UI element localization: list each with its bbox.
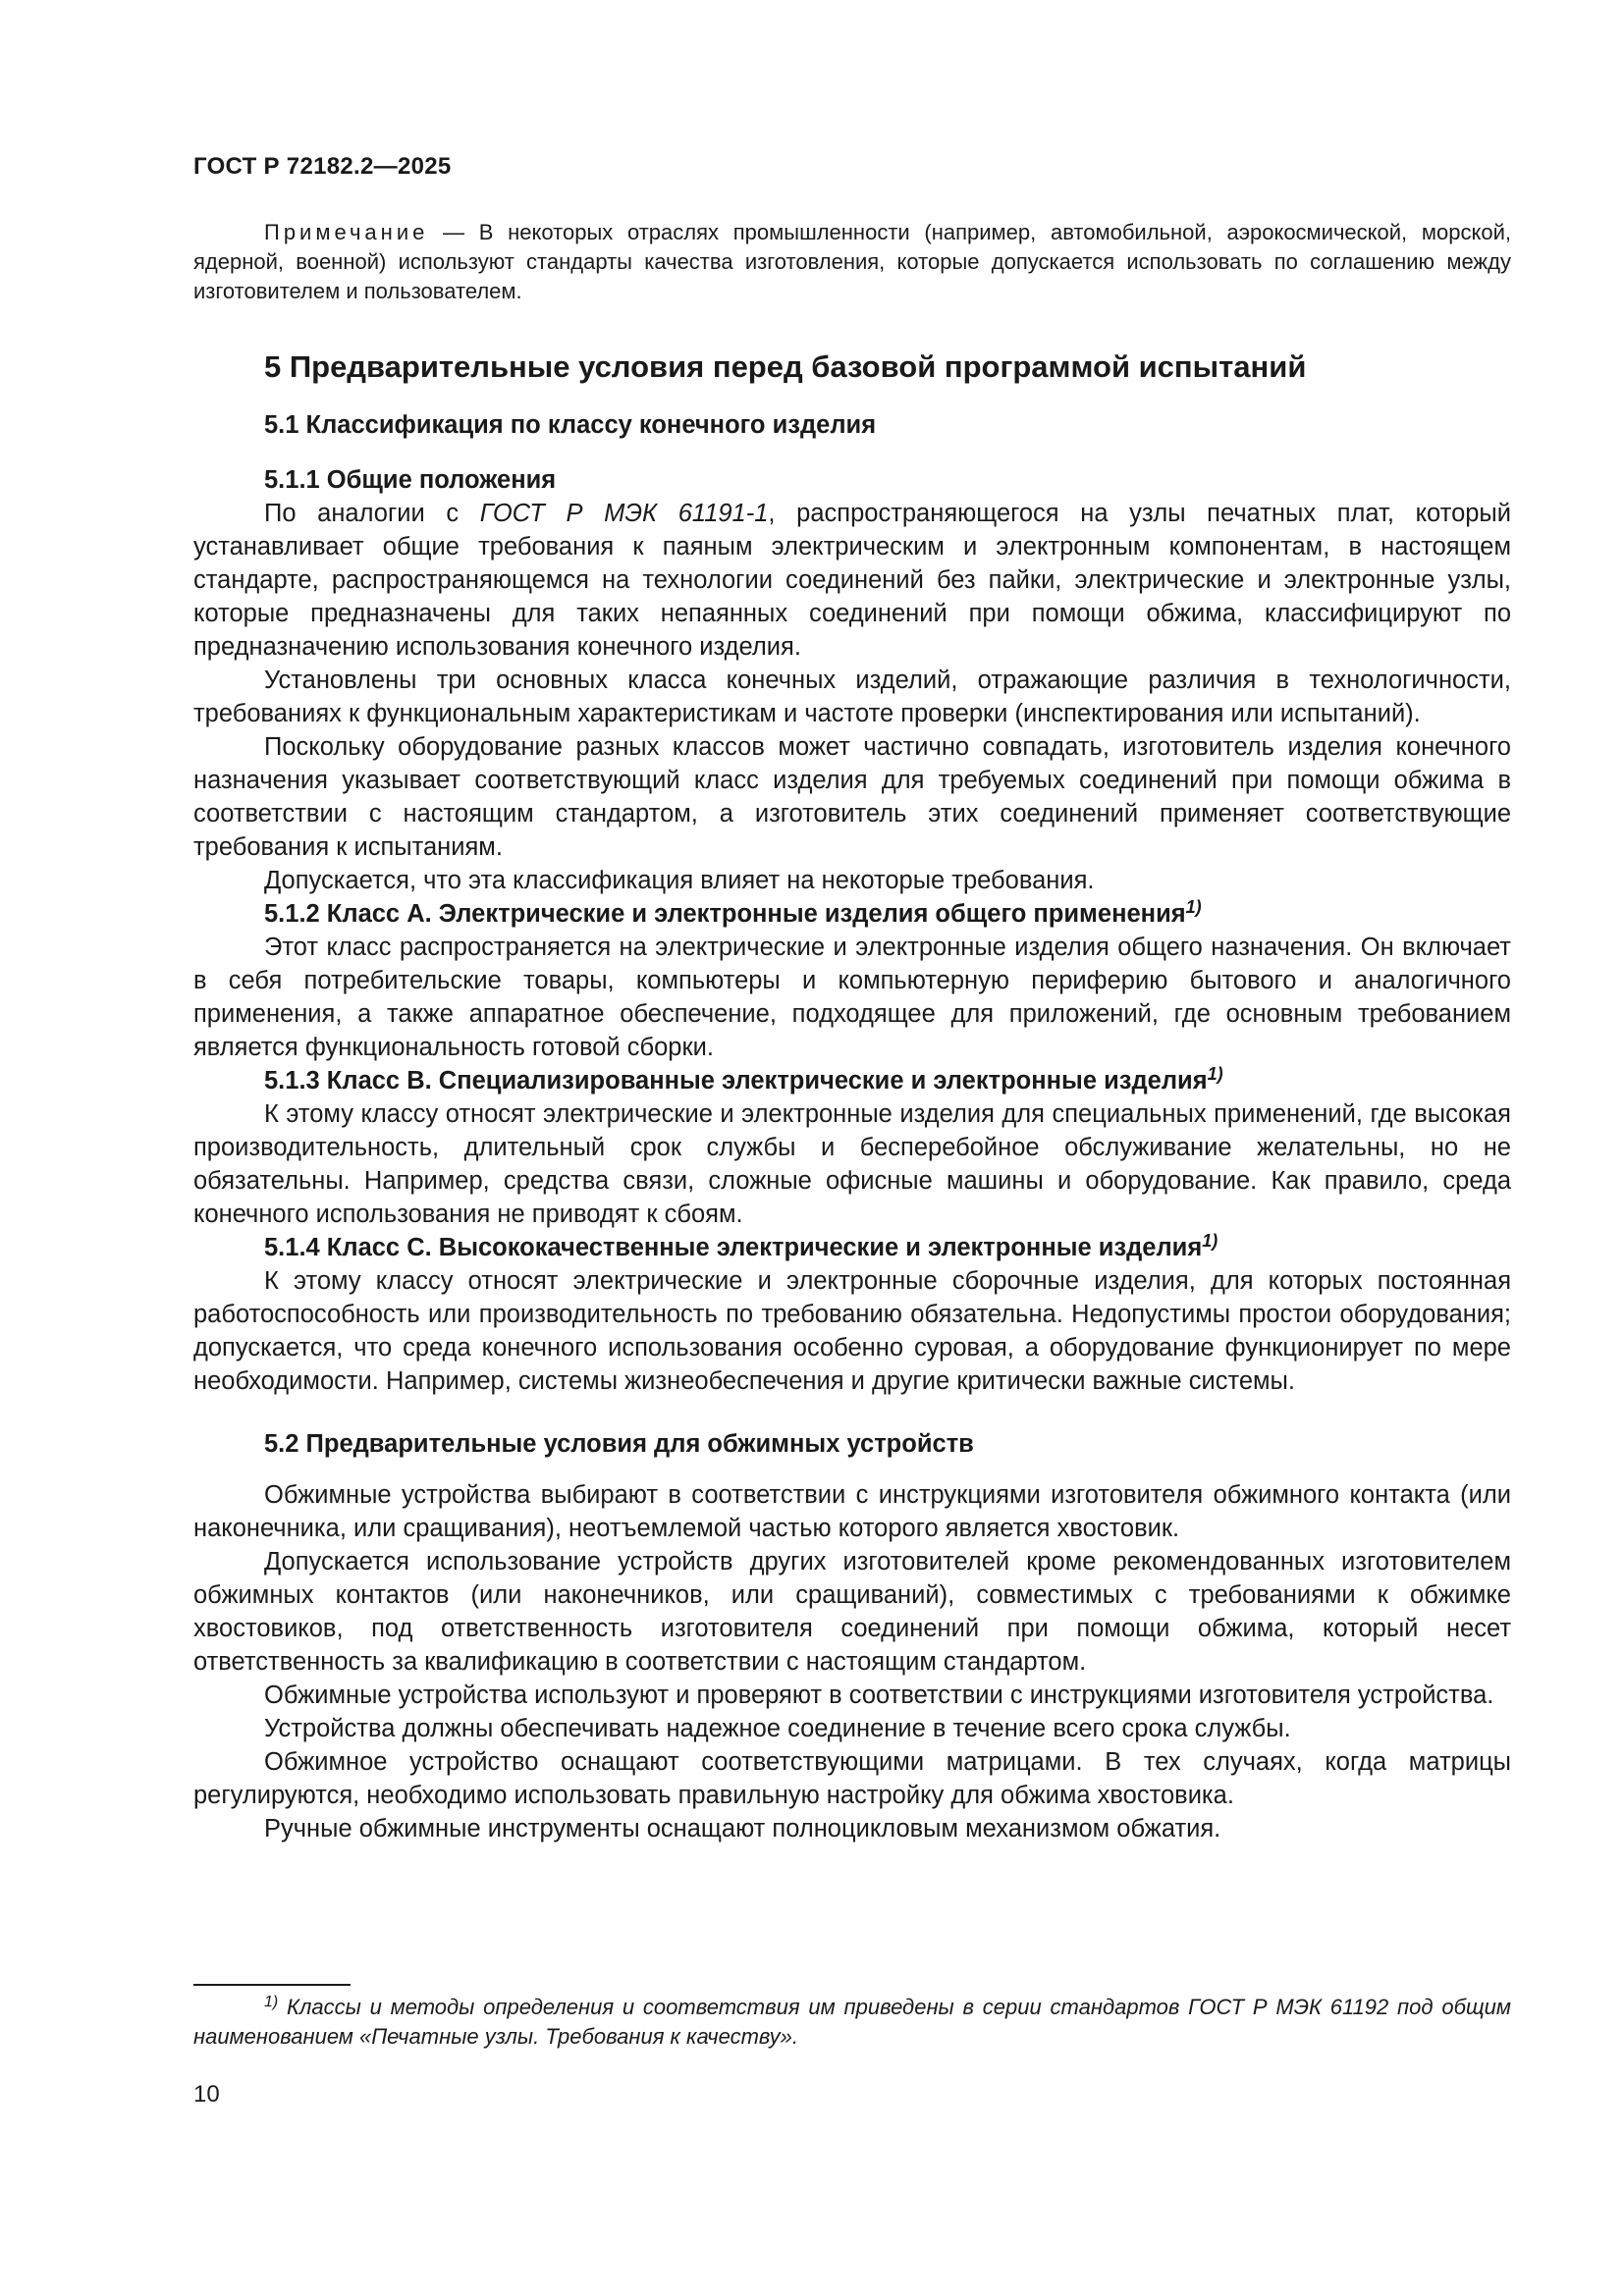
footnote-separator — [193, 1984, 351, 1986]
section-5-1-3-paragraph-1: К этому классу относят электрические и электронные изделия для специальных применений, где высокая производительность, длительный срок службы и бесперебойное обслуживание желательны, но не обязательны. Например, средства связи, сложные офисные машины и оборудование. Как правило, среда конечного использования не приводят к сбоям. — [193, 1100, 1511, 1228]
section-5-2-paragraph-3: Обжимные устройства используют и проверяют в соответствии с инструкциями изготовителя устройства. — [264, 1682, 1494, 1709]
note-text: — В некоторых отраслях промышленности (например, автомобильной, аэрокосмической, морской, ядерной, военной) используют стандарты качества изготовления, которые допускается использовать по соглашению между изготовителем и пользователем. — [193, 220, 1511, 303]
section-5-1-1-paragraph-4: Допускается, что эта классификация влияет на некоторые требования. — [264, 867, 1095, 894]
footnote-marker: 1) — [1202, 1231, 1218, 1251]
footnote — [193, 1993, 1511, 2052]
section-5-1-4-title — [264, 1231, 1511, 1264]
section-5-1-4-title-text: 5.1.4 Класс С. Высококачественные электрические и электронные изделия — [264, 1234, 1203, 1261]
page-number: 10 — [193, 2081, 220, 2108]
section-5-1-2-title — [264, 897, 1511, 931]
section-5-title: 5 Предварительные условия перед базовой программой испытаний — [264, 349, 1307, 384]
section-5-1-1-paragraph-2: Установлены три основных класса конечных изделий, отражающие различия в технологичности, требованиях к функциональным характеристикам и частоте проверки (инспектирования или испытаний). — [193, 667, 1511, 727]
p1-after-text: , распространяющегося на узлы печатных плат, который устанавливает общие требования к паяным электрическим и электронным компонентам, в настоящем стандарте, распространяющемся на технологии соединений без пайки, электрические и электронные узлы, которые предназначены для таких непаянных соединений при помощи обжима, классифицируют по предназначению использования конечного изделия. — [193, 500, 1512, 661]
section-5-2-paragraph-4: Устройства должны обеспечивать надежное соединение в течение всего срока службы. — [264, 1715, 1291, 1742]
standard-code-header: ГОСТ Р 72182.2—2025 — [193, 153, 452, 180]
section-5-1-3-title — [264, 1064, 1511, 1097]
section-5-2-paragraph-5: Обжимное устройство оснащают соответствующими матрицами. В тех случаях, когда матрицы регулируются, необходимо использовать правильную настройку для обжима хвостовика. — [193, 1748, 1511, 1809]
section-5-1-3-title-text: 5.1.3 Класс В. Специализированные электрические и электронные изделия — [264, 1067, 1208, 1095]
section-5-1-2-title-text: 5.1.2 Класс А. Электрические и электронные изделия общего применения — [264, 900, 1186, 928]
section-5-2-paragraph-2: Допускается использование устройств других изготовителей кроме рекомендованных изготовителем обжимных контактов (или наконечников, или сращиваний), совместимых с требованиями к обжимке хвостовиков, под ответственность изготовителя соединений при помощи обжима, который несет ответственность за квалификацию в соответствии с настоящим стандартом. — [193, 1548, 1511, 1676]
section-5-1-2-paragraph-1: Этот класс распространяется на электрические и электронные изделия общего назначения. Он включает в себя потребительские товары, компьютеры и компьютерную периферию бытового и аналогичного применения, а также аппаратное обеспечение, подходящее для приложений, где основным требованием является функциональность готовой сборки. — [193, 934, 1511, 1061]
section-5-1-1-title: 5.1.1 Общие положения — [264, 466, 557, 494]
page-content — [193, 218, 1511, 1845]
note-label: Примечание — [264, 220, 429, 244]
section-5-2-paragraph-1: Обжимные устройства выбирают в соответствии с инструкциями изготовителя обжимного контакта (или наконечника, или сращивания), неотъемлемой частью которого является хвостовик. — [193, 1481, 1511, 1542]
section-5-1-title: 5.1 Классификация по классу конечного изделия — [264, 411, 877, 439]
footnote-mark: 1) — [264, 1994, 279, 2010]
section-5-1-1-paragraph-1 — [193, 497, 1511, 664]
footnote-marker: 1) — [1207, 1064, 1223, 1084]
section-5-2-paragraph-6: Ручные обжимные инструменты оснащают полноцикловым механизмом обжатия. — [264, 1815, 1221, 1842]
p1-before-text: По аналогии с — [264, 500, 480, 527]
note-paragraph — [193, 218, 1511, 306]
section-5-1-4-paragraph-1: К этому классу относят электрические и электронные сборочные изделия, для которых постоянная работоспособность или производительность по требованию обязательна. Недопустимы простои оборудования; допускается, что среда конечного использования особенно суровая, а оборудование функционирует по мере необходимости. Например, системы жизнеобеспечения и другие критически важные системы. — [193, 1267, 1511, 1395]
footnote-text: Классы и методы определения и соответствия им приведены в серии стандартов ГОСТ Р МЭК 61192 под общим наименованием «Печатные узлы. Требования к качеству». — [193, 1995, 1511, 2049]
footnote-marker: 1) — [1185, 897, 1202, 917]
standard-reference: ГОСТ Р МЭК 61191-1 — [479, 500, 769, 527]
section-5-2-title: 5.2 Предварительные условия для обжимных устройств — [264, 1430, 974, 1458]
section-5-1-1-paragraph-3: Поскольку оборудование разных классов может частично совпадать, изготовитель изделия конечного назначения указывает соответствующий класс изделия для требуемых соединений при помощи обжима в соответствии с настоящим стандартом, а изготовитель этих соединений применяет соответствующие требования к испытаниям. — [193, 733, 1511, 861]
